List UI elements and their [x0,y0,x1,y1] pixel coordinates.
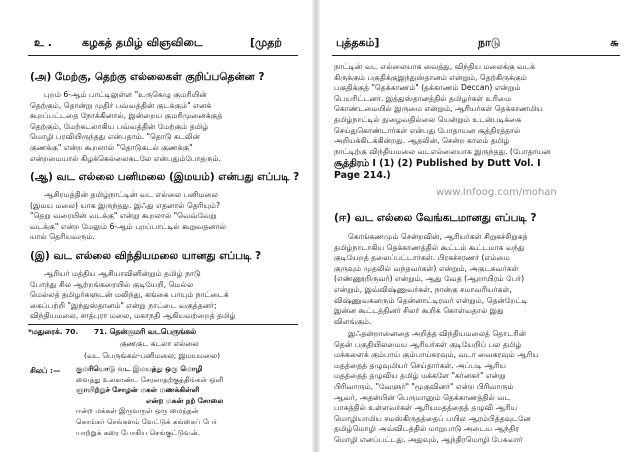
right-page [328,0,638,452]
text-line: "தெறு வரையின் வடக்கு" என்று கூறலால் "வெவ்வேறு [30,211,217,221]
header-rule [332,55,620,56]
answer-paragraph [30,90,222,164]
text-line: மொழியாமிய சமஸ்கிருதத்தைப் பயில ஆரம்பித்தவுடனே [334,413,531,423]
text-line: ஆசிரமத்தின் தமிழ்நாட்டின் வட எல்லை பனிமலை [44,190,218,199]
text-line: விஷ்ணுவகனரும் தென்னாட்டிரவர் என்றும், தென்றேட்டி [334,295,528,305]
answer-paragraph [334,329,539,446]
text-line: விந்தியமலை, சாத்புரா மலை, மகாநதி ஆகியவற்றைத் தமிழ் [30,311,236,321]
text-line: தமிழ்மொழி அவ்விடத்தில் மாறுபாடு அடைய ஆந்திர [334,424,520,434]
text-line: குருவும் முதலில் வந்தவர்கள்) என்றும், அகுடசுவர்கள் [334,263,519,273]
right-page-number: ௬ [610,36,619,49]
text-line: தமிழ்நாடாகிய தெக்காணத்தில் கூட்டம் கூட்டமாக வந்து [334,242,525,252]
text-line: இன்ன கூட்டத்தினர் சிலர் கூறிக் கொள்வதால் இது [334,306,504,316]
answer-paragraph [334,232,528,327]
left-page [0,0,305,452]
citation-line: சூத்திரம் I (1) (2) Published by Dutt Vol. I [334,158,541,169]
text-line: பாகத்தில் உள்ளவர்கள் ஆரியமதத்தைத் தழுவி ஆரிய [334,403,518,413]
text-line: தெற்கும், தொன்று முதிர் பவ்வத்தின் குடக்கும்" எனக் [30,100,212,110]
right-running-title: நாடு [478,36,501,49]
text-line: ஆவர், அதன்பின் பெருமானும் தெக்காணத்தில் வட [334,392,511,402]
text-line: நாட்டிற்கு விந்தியமலை வடஎல்லையாக இருந்தது. (போதாயன [334,146,551,156]
left-running-section: [முதற் [250,36,282,49]
text-line: மெல்லத் தமிழர்களுடன் மலிந்து, கங்கை பாயும் நாட்டைக் [30,290,229,300]
footnote-source-label: சிலப் :— [30,366,61,375]
text-line: விளங்கும். [334,316,372,326]
verse-line: வைத்து உலகாண்ட சேரலாதற்குத்திங்கள் ஒளி [76,374,224,384]
text-line: போந்து சில ஆற்றங்கரையில் குடியேறி, மெல்ல [30,279,194,289]
text-line: கைப்பற்றி "இந்துஸ்தானம்" என்று நாட்டை வகுத்தனர்; [30,300,217,310]
text-line: மதத்தைத் தழுவிய தமிழ் மக்களே "கர்னகர்" என்று [334,371,506,381]
text-line: (எண்ணூறிருவர்) என்றும், ஆது வேத (ஆறாயிரம் பேர்) [334,274,525,284]
answer-paragraph [30,190,226,243]
text-line: குணக்கு" என்ற கூறலால் "தொடுகடல் குணக்கு" [30,142,193,152]
left-page-number: உ . [34,36,52,49]
text-line: வடக்கு" என்ற மேலும் 6-ஆம் புறப்பாட்டில் கூறுவதனால் [30,221,226,231]
footnote-gloss: (வட பெருங்கல்-பனிமலை; இமயமலை) [84,351,220,360]
text-line: (இமய மலை) யாக இருந்தது. இஃது எதனால் தெரியும்? [30,200,220,210]
verse-line: ஞாயிற்றுச் சோழன் மகள் மணக்கிள்ளி [76,385,200,395]
text-line: கூறப்பட்டதை நோக்கினால், இன்றைய குமரிமுனைக்குத் [30,111,223,121]
text-line: மொழி பரவியிருந்தது என்பதாம். "தொடு கடலின் [30,132,201,142]
text-line: பெயரிட்டனர். இத்துஸ்தானத்தில் தமிழர்கள் உரிமை [334,93,512,103]
book-gutter [312,0,320,452]
verse-line: கொங்கர் செங்களம் வேட்டுக் கங்கைப் பேர் [76,416,218,426]
question-heading: (அ) மேற்கு, தெற்கு எல்லைகள் குறிப்பதென்ன ? [30,71,265,83]
text-line: நாட்டின் வட எல்லையாக வைத்து, விந்திய மலைக்கு வடக் [334,62,536,71]
text-line: மதத்தைத் தழுவுமியர் செய்தார்கள். அப்படி ஆரிய [334,360,507,370]
footnote-subtitle: குணகுட கடலா எல்லை [120,339,199,348]
text-line: தென் பகுதியிலமைய ஆரியர்கள் குடியேறிப் பல தமிழ் [334,339,522,349]
question-heading: (ஈ) வட எல்லை வேங்கடமானது எப்படி ? [334,212,537,224]
text-line: கொங்கணமும் சென்றவின், ஆரியர்கள் சிறுகச்சிறுகத் [348,232,528,241]
footnote-verse [76,363,224,437]
text-line: இஃதன்றானைதை அறித்த விந்தியமலைத் தொடரின் [348,329,527,338]
answer-paragraph [30,269,236,322]
text-line: மொழி எனப்பட்டது. அதுவும், ஆந்திரமொழி பேசுவார் [334,434,523,444]
text-line: புறம் 6-ஆம் பாட்டிலுள்ள "உருகெழு குமரியின் [44,90,207,99]
verse-line: என்ற மகன் நற் சோலை [146,395,224,405]
text-line: யால் தெரியவரும். [30,232,95,242]
citation-block [334,158,541,182]
text-line: மக்களைக் கும்பாய் கும்பாய்கரவும், வடா வைகரவும் ஆரிய [334,350,539,360]
text-line: என்றமையால் கிழக்கெல்லைகடலே என்பதும்போதரும். [30,153,221,163]
verse-line: குமரியொடு வட இமயத்து ஒரு மொழி [76,364,203,373]
footnote-reference: *மதுரைக். 70. [28,327,79,336]
left-running-title: கழகத் தமிழ் விஞவிடை [82,36,203,49]
footnote-title: 71. தென்குமரி வடபெருங்கல் [94,327,197,336]
text-line: என்றும், இவ்விஷ்ணுவர்கள், நான்கு சமாவரியர்கள், [334,284,512,294]
question-heading: (ஆ) வட எல்லை பனிமலை (இமயம்) என்பது எப்படி ? [30,171,300,183]
question-heading: (இ) வட எல்லை விந்தியமலை யானது எப்படி ? [30,250,262,262]
continued-paragraph [334,62,551,157]
header-rule [28,55,298,56]
text-line: கொண்டமையில் இருமை என்றும், ஆரியர்கள் தெக்காணமிய [334,104,543,114]
text-line: தமிழ்நாட்டில் நுழைவதில்லை யென்றும் உடன்படிக்கை [334,114,522,124]
text-line: கிருக்கும் பகுதிக்குஇந்துஸ்தானம் என்றும், தெற்கிருக்கும் [334,72,527,82]
text-line: செய்துகொண்டார்கள் என்பது போதாயன சூத்திரத்தால் [334,125,521,135]
verse-line: ஈன்ற மக்கள் இருவருள் ஒரு மைந்தன் [76,406,199,416]
text-line: ஆரியர் மத்திய ஆசியாவினின்றும் தமிழ் நாடு [44,269,201,278]
text-line: குடியேறத் தலைப்பட்டார்கள். பிரகச்சரணர் (எம்மை [334,253,510,263]
text-line: பிரிவாரும், "வேளுர்" "மூகுவினர்" என்ற பிரிவாரும் [334,381,514,391]
text-line: அறியக்கிடக்கின்றது. ஆதலின், சென்ற காலம் தமிழ் [334,136,510,146]
citation-line: Page 214.) [334,170,391,181]
verse-line: யாற்றுக் கரை போகிய செங்குட்டுவன். [76,427,201,437]
text-line: பகுதிக்குத் "தெக்காணம்" (தக்காணம் Deccan) என்றும் [334,83,521,93]
footnote-rule [28,324,298,325]
text-line: தெற்கும், மேற்கடலாகிய பவ்வத்தின் மேற்கும் தமிழ் [30,121,209,131]
right-running-section: புத்தகம்] [336,36,380,49]
watermark-text: www.Infoog.com/mohan [436,187,557,198]
